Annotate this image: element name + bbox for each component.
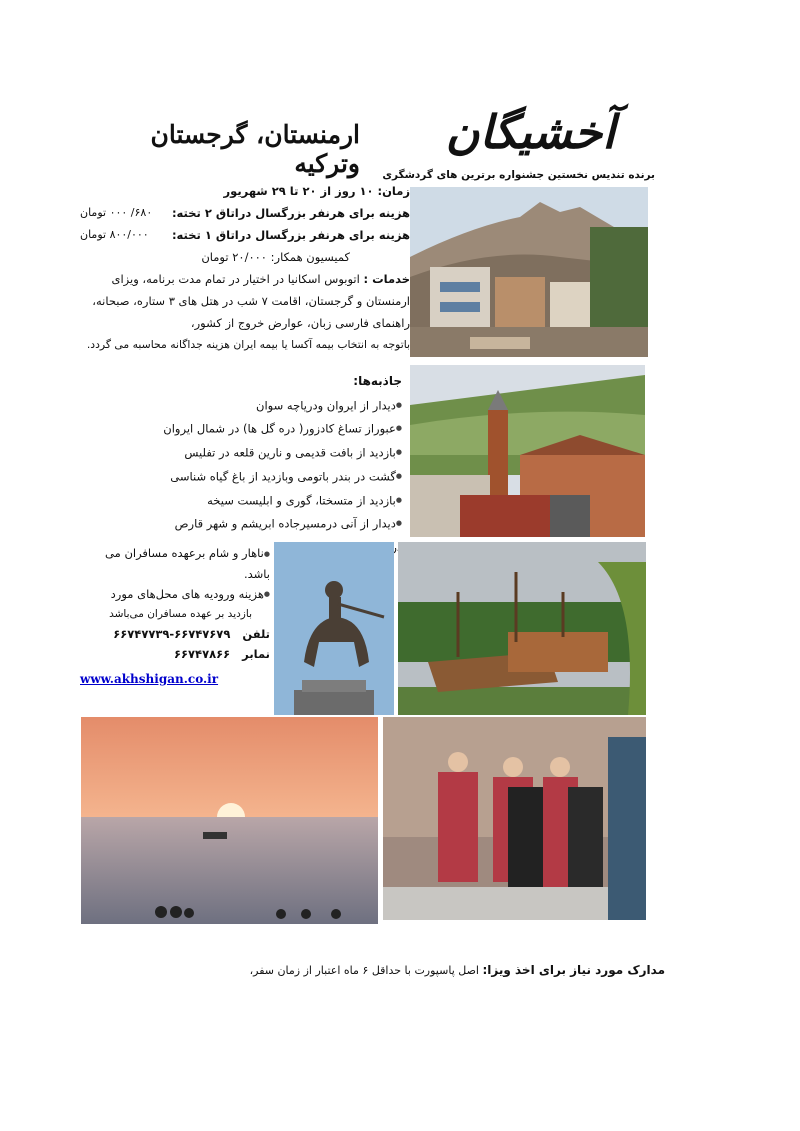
sunset-sea-photo [81, 717, 378, 924]
services-label: خدمات : [363, 272, 410, 286]
fax-number: ۶۶۷۴۷۸۶۶ [174, 647, 231, 661]
single-room-price: ۸۰۰/۰۰۰ تومان [80, 228, 149, 241]
traditional-dress-photo [383, 717, 646, 920]
logo-tagline: برنده تندیس نخستین جشنواره برترین های گردشگری [382, 169, 655, 181]
tbilisi-old-town-photo [410, 187, 648, 357]
services [80, 268, 410, 334]
attraction-item: ● عبوراز تساغ کادزور( دره گل ها) در شمال ایروان [150, 417, 402, 441]
phone-line [80, 624, 270, 644]
meals-note: ● ناهار و شام برعهده مسافران می باشد. [80, 543, 270, 584]
double-room-label: هزینه برای هرنفر بزرگسال دراتاق ۲ تخته: [171, 206, 410, 220]
tour-info [80, 180, 410, 356]
replica-ships-photo [398, 542, 646, 715]
website-link[interactable]: www.akhshigan.co.ir [80, 672, 219, 686]
visit-note: بازدید بر عهده مسافران می‌باشد [109, 608, 252, 620]
phone-label: تلفن [242, 627, 270, 641]
church-tower-photo [410, 365, 645, 537]
single-room-label: هزینه برای هرنفر بزرگسال دراتاق ۱ تخته: [171, 228, 410, 242]
services-text: اتوبوس اسکانیا در اختیار در تمام مدت برنامه، ویزای ارمنستان و گرجستان، اقامت ۷ شب در هتل های ۳ ستاره، صبحانه، راهنمای فارسی زبان، عوارض خروج از کشور، [92, 272, 410, 330]
fax-line [80, 644, 270, 664]
visa-requirements-label: مدارک مورد نیاز برای اخذ ویزا: [482, 963, 665, 977]
attraction-item: ● گشت در بندر باتومی وبازدید از باغ گیاه شناسی [150, 465, 402, 489]
visa-requirements-text: اصل پاسپورت با حداقل ۶ ماه اعتبار از زمان سفر، [249, 964, 479, 977]
tour-duration: زمان: ۱۰ روز از ۲۰ تا ۲۹ شهریور [223, 184, 410, 198]
single-room-cost [80, 224, 410, 246]
attractions-title: جاذبه‌ها: [353, 374, 402, 388]
equestrian-statue-photo [274, 542, 394, 715]
double-room-price: ۶۸۰/ ۰۰۰ تومان [80, 206, 153, 219]
page-title: ارمنستان، گرجستان وترکیه [150, 120, 360, 178]
insurance-note: باتوجه به انتخاب بیمه آکسا یا بیمه ایران هزینه جداگانه محاسبه می گردد. [86, 338, 410, 351]
attractions [150, 370, 402, 560]
double-room-cost [80, 202, 410, 224]
fax-label: نمابر [242, 647, 270, 661]
attraction-item: ● بازدید از متسختا، گوری و ابلیست سیخه [150, 489, 402, 513]
visa-requirements [249, 963, 665, 977]
logo-name: آخشیگان [445, 105, 615, 159]
commission: کمیسیون همکار: ۲۰/۰۰۰ تومان [201, 250, 350, 264]
phone-number: ۶۶۷۴۷۶۷۹-۶۶۷۴۷۷۳۹ [113, 627, 231, 641]
attraction-item: ● دیدار از آنی درمسیرجاده ابریشم و شهر قارص [150, 512, 402, 559]
attraction-item: ● بازدید از بافت قدیمی و نارین قلعه در تفلیس [150, 441, 402, 465]
notes [80, 543, 270, 664]
entry-fee-note: ● هزینه ورودیه های محل‌های مورد [80, 584, 270, 605]
company-logo [382, 105, 655, 185]
attraction-item: ● دیدار از ایروان ودریاچه سوان [150, 394, 402, 418]
